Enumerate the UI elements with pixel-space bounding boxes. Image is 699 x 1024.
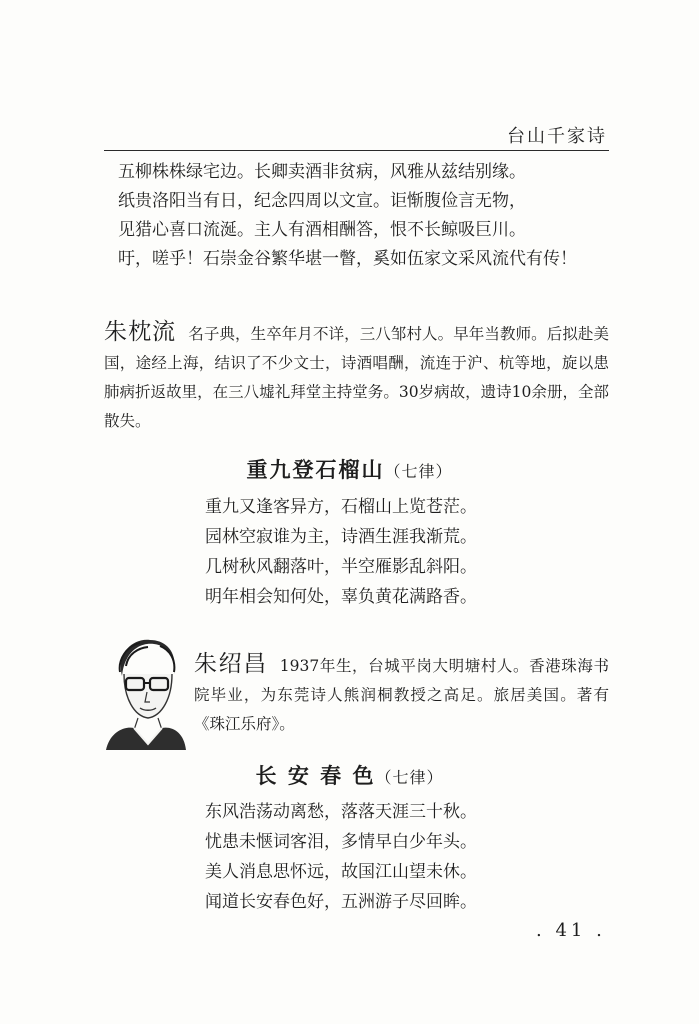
poem-title-1: [0, 454, 699, 484]
poem-line: 五柳株株绿宅边。长卿卖酒非贫病，风雅从兹结别缘。: [118, 162, 526, 182]
book-title: 台山千家诗: [507, 126, 607, 147]
poem-line: 东风浩荡动离愁，落落天涯三十秋。: [205, 802, 477, 822]
poet-bio-text: 名子典，生卒年月不详，三八邹村人。早年当教师。后拟赴美国，途经上海，结识了不少文士，诗酒唱酬，流连于沪、杭等地，旋以患肺病折返故里，在三八墟礼拜堂主持堂务。30岁病故，遗诗10余册，全部散失。: [104, 325, 609, 430]
poem-line: 美人消息思怀远，故国江山望未休。: [205, 862, 477, 882]
poem-title-text: 重九登石榴山: [246, 458, 385, 482]
poem-body-1: [205, 492, 525, 612]
poet-bio-text: 1937年生，台城平岗大明塘村人。香港珠海书院毕业，为东莞诗人熊润桐教授之高足。旅居美国。著有《珠江乐府》。: [194, 657, 609, 733]
poem-line: 见猎心喜口流涎。主人有酒相酬答，恨不长鲸吸巨川。: [118, 220, 526, 240]
poem-line: 忧患未惬词客泪，多情早白少年头。: [205, 832, 477, 852]
poet-bio-1: [104, 318, 609, 436]
poet-bio-2: [194, 650, 609, 739]
poem-line: 重九又逢客异方，石榴山上览苍茫。: [205, 497, 477, 517]
poet-portrait: [104, 632, 186, 750]
poem-line: 几树秋风翻落叶，半空雁影乱斜阳。: [205, 557, 477, 577]
page-number: . 41 .: [536, 920, 606, 941]
poet-name: 朱绍昌: [194, 651, 268, 677]
poem-line: 明年相会知何处，辜负黄花满路香。: [205, 587, 477, 607]
running-header: [104, 118, 609, 151]
previous-poem-continuation: [118, 158, 618, 274]
poem-form: （七律）: [384, 462, 453, 481]
poem-title-2: [0, 760, 699, 790]
poem-line: 吁，嗟乎！石崇金谷繁华堪一瞥，奚如伍家文采风流代有传！: [118, 249, 577, 269]
poem-line: 纸贵洛阳当有日，纪念四周以文宣。讵惭腹俭言无物，: [118, 191, 526, 211]
poem-line: 园林空寂谁为主，诗酒生涯我渐荒。: [205, 527, 477, 547]
poem-form: （七律）: [375, 768, 444, 787]
poet-name: 朱枕流: [104, 319, 177, 345]
poem-body-2: [205, 797, 525, 917]
poem-line: 闻道长安春色好，五洲游子尽回眸。: [205, 892, 477, 912]
poem-title-text: 长 安 春 色: [255, 764, 376, 788]
